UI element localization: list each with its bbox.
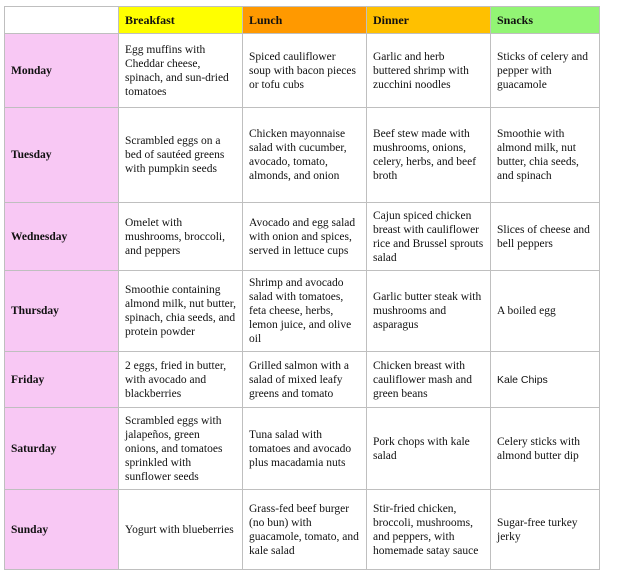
dinner-cell: Cajun spiced chicken breast with cauliflower rice and Brussel sprouts salad	[367, 203, 491, 271]
table-row	[5, 34, 600, 108]
table-row	[5, 490, 600, 570]
day-cell: Monday	[5, 34, 119, 108]
meal-plan-table	[4, 6, 600, 570]
breakfast-cell: Yogurt with blueberries	[119, 490, 243, 570]
table-row	[5, 408, 600, 490]
dinner-cell: Pork chops with kale salad	[367, 408, 491, 490]
header-snacks: Snacks	[491, 7, 600, 34]
table-row	[5, 271, 600, 352]
snacks-cell: Kale Chips	[491, 352, 600, 408]
header-breakfast: Breakfast	[119, 7, 243, 34]
lunch-cell: Shrimp and avocado salad with tomatoes, feta cheese, herbs, lemon juice, and olive oil	[243, 271, 367, 352]
header-row	[5, 7, 600, 34]
header-dinner: Dinner	[367, 7, 491, 34]
day-cell: Friday	[5, 352, 119, 408]
dinner-cell: Beef stew made with mushrooms, onions, celery, herbs, and beef broth	[367, 108, 491, 203]
breakfast-cell: Smoothie containing almond milk, nut butter, spinach, chia seeds, and protein powder	[119, 271, 243, 352]
breakfast-cell: 2 eggs, fried in butter, with avocado and blackberries	[119, 352, 243, 408]
breakfast-cell: Scrambled eggs on a bed of sautéed greens with pumpkin seeds	[119, 108, 243, 203]
day-cell: Wednesday	[5, 203, 119, 271]
snacks-cell: Sugar-free turkey jerky	[491, 490, 600, 570]
breakfast-cell: Egg muffins with Cheddar cheese, spinach, and sun-dried tomatoes	[119, 34, 243, 108]
snacks-cell: Slices of cheese and bell peppers	[491, 203, 600, 271]
table-row	[5, 108, 600, 203]
table-row	[5, 352, 600, 408]
day-cell: Thursday	[5, 271, 119, 352]
lunch-cell: Tuna salad with tomatoes and avocado plus macadamia nuts	[243, 408, 367, 490]
lunch-cell: Chicken mayonnaise salad with cucumber, avocado, tomato, almonds, and onion	[243, 108, 367, 203]
lunch-cell: Grilled salmon with a salad of mixed leafy greens and tomato	[243, 352, 367, 408]
lunch-cell: Grass-fed beef burger (no bun) with guacamole, tomato, and kale salad	[243, 490, 367, 570]
day-cell: Saturday	[5, 408, 119, 490]
day-cell: Sunday	[5, 490, 119, 570]
breakfast-cell: Omelet with mushrooms, broccoli, and peppers	[119, 203, 243, 271]
lunch-cell: Avocado and egg salad with onion and spices, served in lettuce cups	[243, 203, 367, 271]
dinner-cell: Garlic butter steak with mushrooms and asparagus	[367, 271, 491, 352]
snacks-cell: Celery sticks with almond butter dip	[491, 408, 600, 490]
snacks-cell: A boiled egg	[491, 271, 600, 352]
header-corner	[5, 7, 119, 34]
dinner-cell: Stir-fried chicken, broccoli, mushrooms, and peppers, with homemade satay sauce	[367, 490, 491, 570]
header-lunch: Lunch	[243, 7, 367, 34]
snacks-cell: Smoothie with almond milk, nut butter, chia seeds, and spinach	[491, 108, 600, 203]
day-cell: Tuesday	[5, 108, 119, 203]
dinner-cell: Chicken breast with cauliflower mash and green beans	[367, 352, 491, 408]
dinner-cell: Garlic and herb buttered shrimp with zucchini noodles	[367, 34, 491, 108]
table-row	[5, 203, 600, 271]
breakfast-cell: Scrambled eggs with jalapeños, green onions, and tomatoes sprinkled with sunflower seeds	[119, 408, 243, 490]
lunch-cell: Spiced cauliflower soup with bacon pieces or tofu cubs	[243, 34, 367, 108]
snacks-cell: Sticks of celery and pepper with guacamole	[491, 34, 600, 108]
